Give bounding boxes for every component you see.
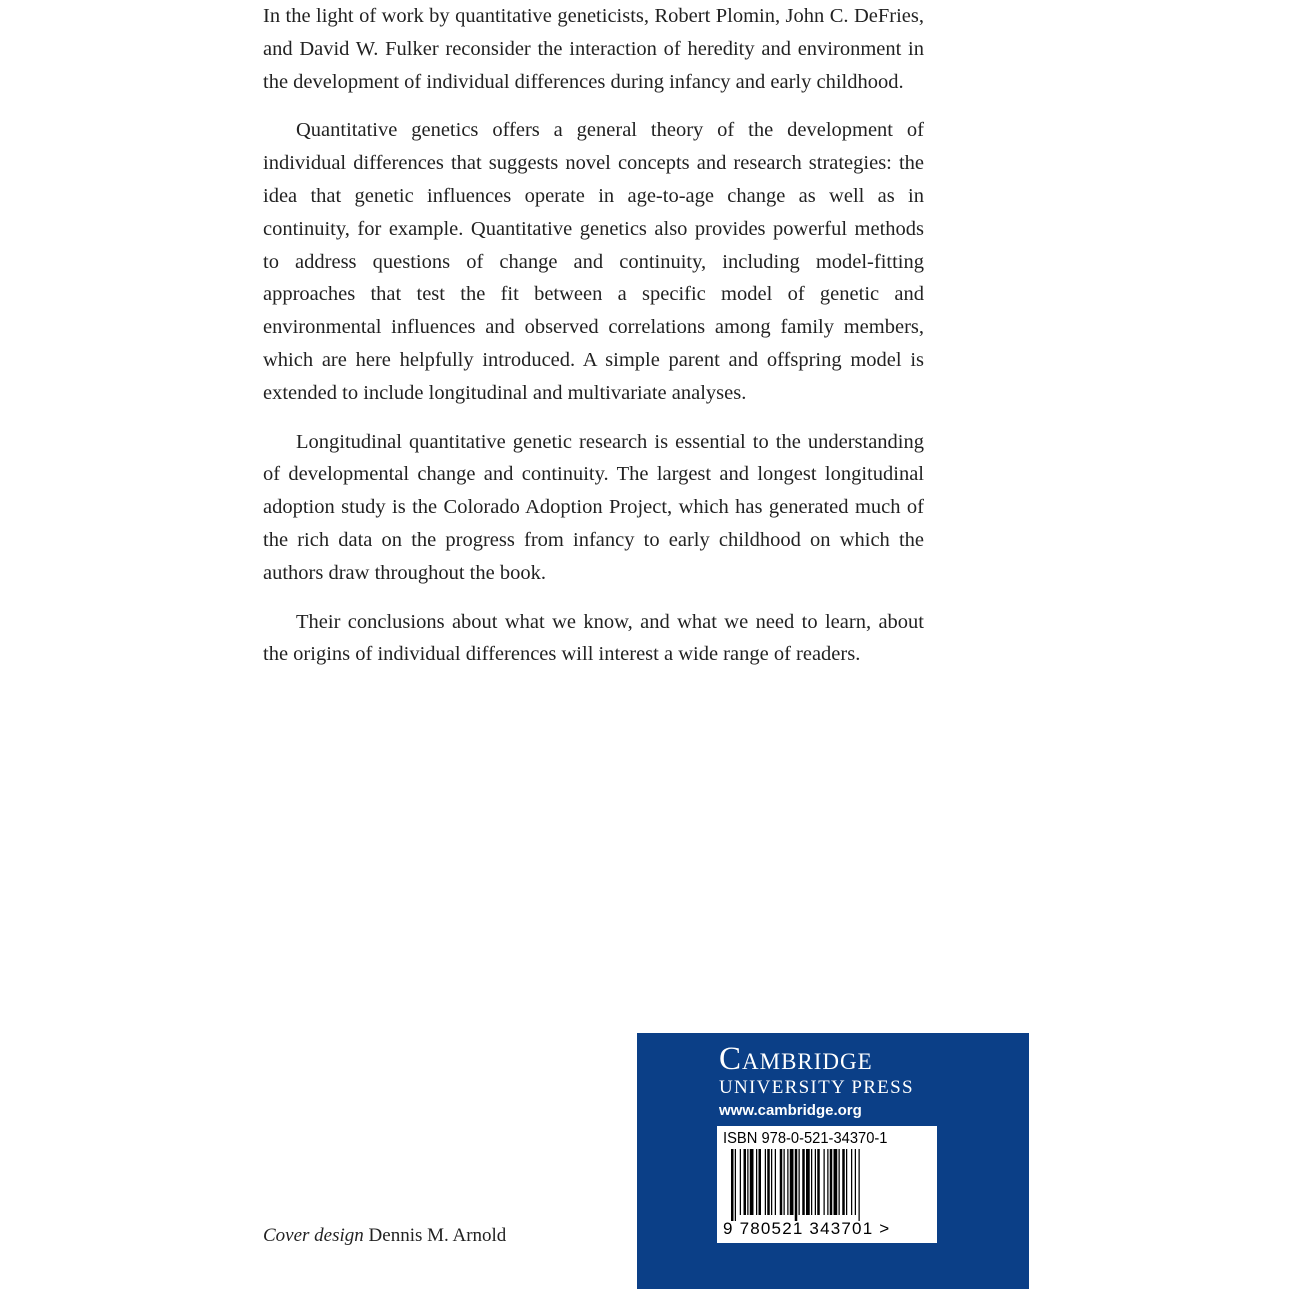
barcode-bar (855, 1149, 856, 1215)
publisher-logo (719, 1041, 914, 1121)
blurb-paragraph-4: Their conclusions about what we know, and what we need to learn, about the origins of individual differences will interest a wide range of readers. (263, 610, 924, 666)
barcode-bar (802, 1149, 805, 1215)
barcode-bar (747, 1149, 748, 1215)
barcode-bar (790, 1149, 794, 1215)
barcode-bar (811, 1149, 812, 1215)
barcode-bar (834, 1149, 838, 1215)
barcode-bar (775, 1149, 776, 1215)
isbn-label: ISBN 978-0-521-34370-1 (723, 1130, 888, 1147)
barcode-bar (859, 1149, 860, 1221)
barcode-digits: 9 780521 343701 > (723, 1219, 891, 1238)
blurb-paragraph-2: Quantitative genetics offers a general theory of the development of individual differences that suggests novel concepts and research strategies: the idea that genetic influences operate in age-to-age change as well as in continuity, for example. Quantitative genetics also provides powerful methods to address questions of change and continuity, including model-fitting approaches that test the fit between a specific model of genetic and environmental influences and observed correlations among family members, which are here helpfully introduced. A simple parent and offspring model is extended to include longitudinal and multivariate analyses. (263, 119, 924, 404)
barcode-graphic (717, 1149, 937, 1221)
publisher-panel (637, 1033, 1029, 1289)
barcode-bar (756, 1149, 757, 1215)
barcode-bar (731, 1149, 734, 1221)
barcode-bar (771, 1149, 772, 1215)
back-cover-blurb (263, 0, 924, 687)
barcode-bar (817, 1149, 820, 1215)
blurb-paragraph-3: Longitudinal quantitative genetic research is essential to the understanding of developmental change and continuity. The largest and longest longitudinal adoption study is the Colorado Adoption Project, which has generated much of the rich data on the progress from infancy to early childhood on which the authors draw throughout the book. (263, 430, 924, 584)
cover-design-label: Cover design (263, 1225, 364, 1246)
barcode-bar (780, 1149, 783, 1215)
barcode-bar (799, 1149, 800, 1215)
barcode-bar (784, 1149, 785, 1215)
publisher-subtitle: UNIVERSITY PRESS (719, 1077, 914, 1098)
barcode-bar (795, 1149, 798, 1221)
barcode-bar (824, 1149, 825, 1215)
barcode-bar (767, 1149, 770, 1215)
isbn-barcode-box (717, 1126, 937, 1243)
blurb-paragraph-1: In the light of work by quantitative geneticists, Robert Plomin, John C. DeFries, and David W. Fulker reconsider the interaction of heredity and environment in the development of individual differences during infancy and early childhood. (263, 5, 924, 93)
barcode-bar (744, 1149, 747, 1215)
barcode-bar (740, 1149, 741, 1215)
publisher-url: www.cambridge.org (719, 1102, 862, 1119)
barcode-bar (765, 1149, 766, 1215)
barcode-bar (827, 1149, 828, 1215)
barcode-bar (735, 1149, 736, 1221)
barcode-bar (842, 1149, 845, 1215)
barcode-bar (846, 1149, 847, 1215)
barcode-bar (830, 1149, 833, 1215)
barcode-bar (839, 1149, 840, 1215)
cover-designer-name: Dennis M. Arnold (368, 1225, 507, 1246)
barcode-bar (759, 1149, 762, 1215)
publisher-name: Cambridge (719, 1041, 873, 1077)
barcode-bar (851, 1149, 852, 1215)
barcode-bar (815, 1149, 816, 1215)
barcode-bar (787, 1149, 788, 1215)
cover-design-credit (263, 1222, 506, 1250)
barcode-bar (750, 1149, 754, 1215)
barcode-bar (806, 1149, 810, 1215)
